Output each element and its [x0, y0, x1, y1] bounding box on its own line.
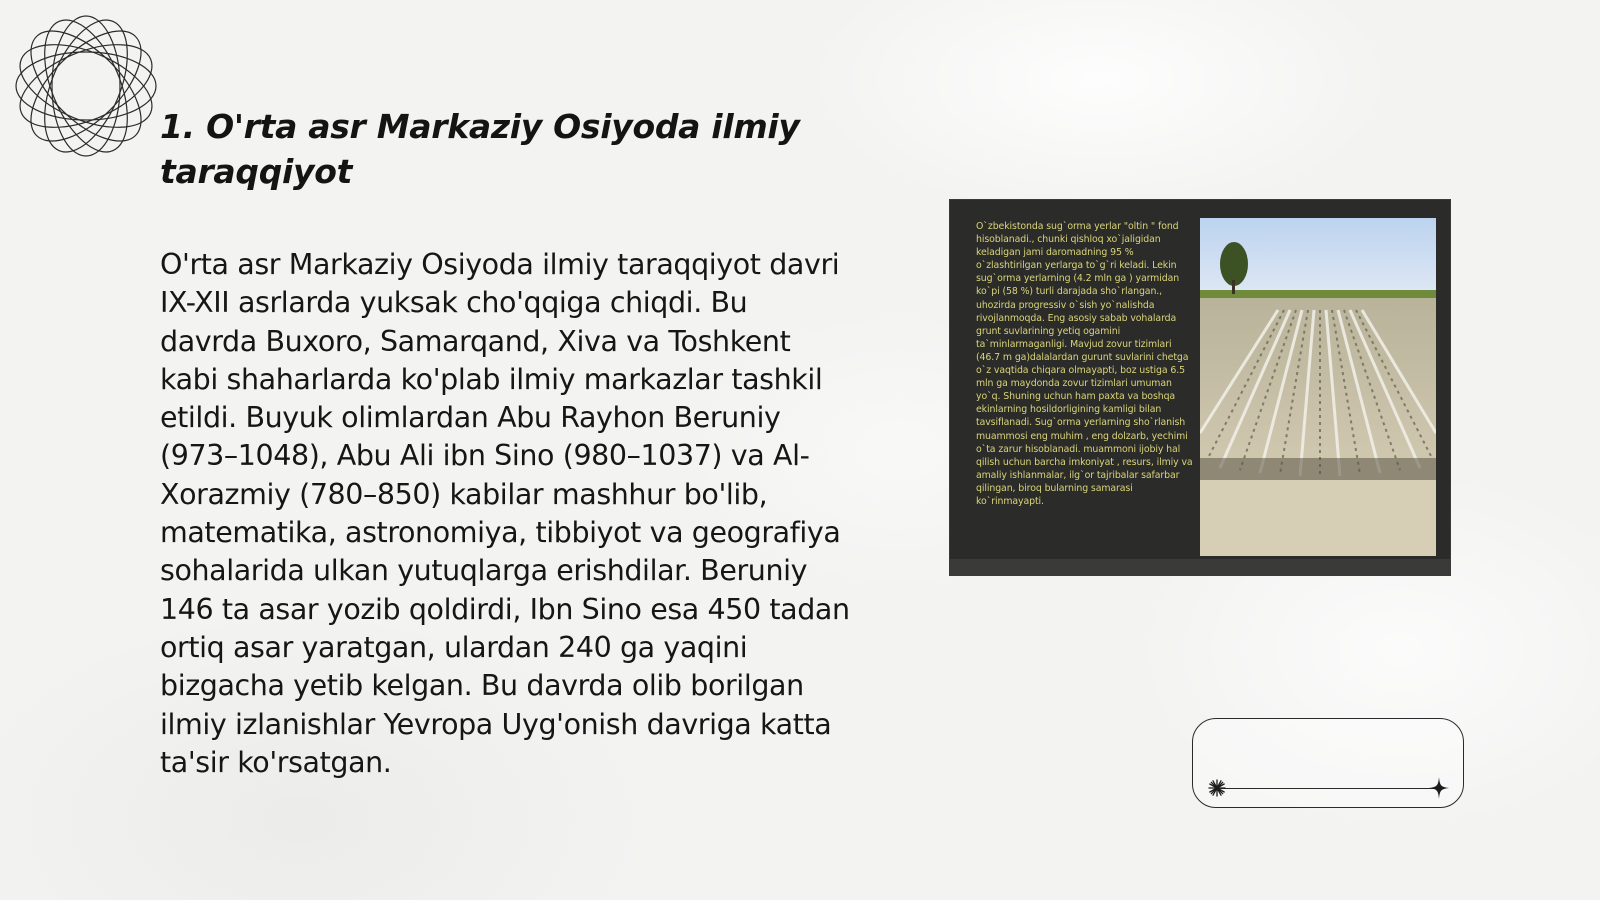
body-paragraph: O'rta asr Markaziy Osiyoda ilmiy taraqqiyot davri IX-XII asrlarda yuksak cho'qqiga chiqdi. Bu davrda Buxoro, Samarqand, Xiva va Toshkent kabi shaharlarda ko'plab ilmiy markazlar tashkil etildi. Buyuk olimlardan Abu Rayhon Beruniy (973–1048), Abu Ali ibn Sino (980–1037) va Al-Xorazmiy (780–850) kabilar mashhur bo'lib, matematika, astronomiya, tibbiyot va geografiya sohalarida ulkan yutuqlarga erishdilar. Beruniy 146 ta asar yozib qoldirdi, Ibn Sino esa 450 tadan ortiq asar yaratgan, ulardan 240 ga yaqini bizgacha yetib kelgan. Bu davrda olib borilgan ilmiy izlanishlar Yevropa Uyg'onish davriga katta ta'sir ko'rsatgan.: [160, 248, 850, 779]
sparkle-icon: [1429, 777, 1449, 799]
orbit-ornament-icon: [8, 8, 164, 164]
decorative-pill-frame: [1192, 718, 1464, 808]
irrigated-field-photo: [1200, 218, 1436, 556]
photo-bottom-strip: [950, 559, 1450, 575]
slide-title: 1. O'rta asr Markaziy Osiyoda ilmiy taraqqiyot: [160, 107, 800, 191]
burst-icon: [1208, 779, 1226, 797]
photo-caption: O`zbekistonda sug`orma yerlar "oltin " fond hisoblanadi., chunki qishloq xo`jaligidan keladigan jami daromadning 95 % o`zlashtirilgan yerlarga to`g`ri keladi. Lekin sug`orma yerlarning (4.2 mln ga ) yarmidan ko`pi (58 %) turli darajada sho`rlangan., uhozirda progressiv o`sish yo`nalishda rivojlanmoqda. Eng asosiy sabab vohalarda grunt suvlarining yetiq ogamini ta`minlarmaganligi. Mavjud zovur tizimlari (46.7 m ga)dalalardan gurunt suvlarini chetga o`z vaqtida chiqara olmayapti, boz ustiga 6.5 mln ga maydonda zovur tizimlari umuman yo`q. Shuning uchun ham paxta va boshqa ekinlarning hosildorligining kamligi bilan tavsiflanadi. Sug`orma yerlarning sho`rlanish muammosi eng muhim , eng dolzarb, yechimi o`ta zarur hisoblanadi. muammoni ijobiy hal qilish uchun barcha imkoniyat , resurs, ilmiy va amaliy ishlanmalar, ilg`or tajribalar safarbar qilingan, biroq bularning samarasi ko`rinmayapti.: [976, 221, 1193, 507]
field-photo-card: [950, 200, 1450, 575]
divider-line: [1217, 788, 1439, 789]
